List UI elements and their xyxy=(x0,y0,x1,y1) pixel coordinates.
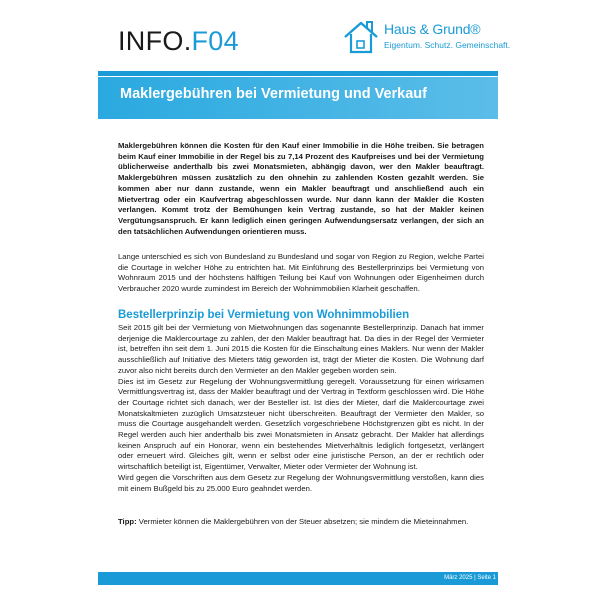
page-title: Maklergebühren bei Vermietung und Verkauf xyxy=(120,86,427,102)
document-code xyxy=(118,26,239,57)
header-divider xyxy=(98,71,498,76)
section-heading: Bestellerprinzip bei Vermietung von Wohnimmobilien xyxy=(118,309,410,321)
tip-text: Vermieter können die Maklergebühren von der Steuer absetzen; sie mindern die Mieteinnahmen. xyxy=(136,517,469,526)
background-text: Lange unterschied es sich von Bundesland zu Bundesland und sogar von Region zu Region, welche Partei die Courtage in welcher Höhe zu entrichten hat. Mit Einführung des Bestellerprinzips bei Vermietung von Wohnraum 2015 und der höchstens hälftigen Teilung bei Kauf von Wohnungen oder Eigenheimen durch Verbraucher 2020 wurde zumindest im Bereich der Wohnimmobilien Klarheit geschaffen. xyxy=(118,252,484,294)
background-paragraph xyxy=(118,252,484,295)
footer-page-info: März 2025 | Seite 1 xyxy=(444,575,496,581)
tip-label: Tipp: xyxy=(118,517,137,526)
intro-text: Maklergebühren können die Kosten für den Kauf einer Immobilie in die Höhe treiben. Sie betragen beim Kauf einer Immobilie in der Regel bis zu 7,14 Prozent des Kaufpreises und bei der Vermietung üblicherweise anderthalb bis zwei Monatsmieten, abhängig davon, wer den Makler beauftragt. Maklergebühren müssen zusätzlich zu den ohnehin zu zahlenden Kosten gezahlt werden. Sie kommen aber nur dann zustande, wenn ein Makler beauftragt und anschließend auch ein Mietvertrag oder ein Kaufvertrag abgeschlossen wurde. Nur dann kann der Makler die Kosten verlangen. Kommt trotz der Bemühungen kein Vertrag zustande, so hat der Makler keinen Vergütungsanspruch. Er kann lediglich einen geringen Aufwendungsersatz verlangen, der sich an den tatsächlichen Aufwendungen orientieren muss. xyxy=(118,141,484,236)
brand-name: Haus & Grund® xyxy=(384,21,481,37)
section-body xyxy=(118,323,484,494)
section-paragraph-2: Dies ist im Gesetz zur Regelung der Wohnungsvermittlung geregelt. Voraussetzung für einen wirksamen Vermittlungsvertrag ist, dass der Makler beauftragt und der Vertrag in Textform geschlossen wird. Die Höhe der Courtage richtet sich danach, wer der Besteller ist. Ist dies der Mieter, darf die Maklercourtage zwei Monatskaltmieten zuzüglich Umsatzsteuer nicht überschreiten. Beauftragt der Vermieter den Makler, so muss die Courtage ausgehandelt werden. Gesetzlich vorgeschriebene Höchstgrenzen gibt es nicht. In der Regel werden auch hier anderthalb bis zwei Monatsmieten in Ansatz gebracht. Der Makler hat allerdings keinen Anspruch auf ein Honorar, wenn ein bestehendes Mietverhältnis lediglich fortgesetzt, verlängert oder erneuert wird. Gleiches gilt, wenn er selbst oder eine juristische Person, an der er rechtlich oder wirtschaftlich beteiligt ist, Eigentümer, Verwalter, Mieter oder Vermieter der Wohnung ist. xyxy=(118,376,484,472)
document-code-number: F04 xyxy=(191,26,239,56)
footer-bar xyxy=(98,572,498,585)
section-paragraph-1: Seit 2015 gilt bei der Vermietung von Mietwohnungen das sogenannte Bestellerprinzip. Danach hat immer derjenige die Maklercourtage zu zahlen, der den Makler beauftragt hat. Da dies in der Regel der Vermieter ist, betreffen ihn seit dem 1. Juni 2015 die Kosten für die Einschaltung eines Maklers. Nur wenn der Makler ausschließlich auf Initiative des Mieters tätig geworden ist, trägt der Mieter die Kosten. Die Wohnung darf zuvor also nicht bereits durch den Vermieter an den Makler gegeben worden sein. xyxy=(118,323,484,375)
brand-tagline: Eigentum. Schutz. Gemeinschaft. xyxy=(384,40,511,50)
document-code-prefix: INFO. xyxy=(118,26,192,56)
intro-paragraph xyxy=(118,141,484,237)
tip-box xyxy=(118,517,484,528)
section-paragraph-3: Wird gegen die Vorschriften aus dem Gesetz zur Regelung der Wohnungsvermittlung verstoßen, kann dies mit einem Bußgeld bis zu 25.000 Euro geahndet werden. xyxy=(118,472,484,493)
